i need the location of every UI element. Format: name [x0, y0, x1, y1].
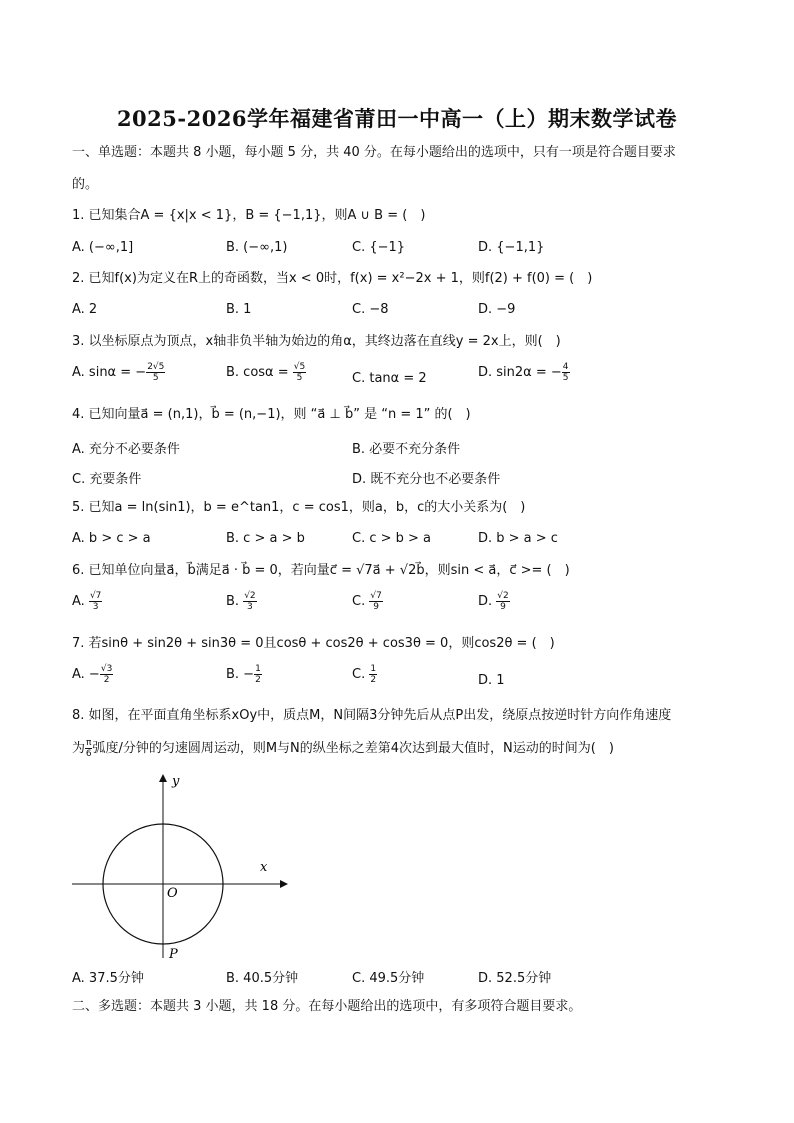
q4-option-a: A. 充分不必要条件	[72, 442, 180, 457]
question-8-stem: 8. 如图，在平面直角坐标系xOy中，质点M，N间隔3分钟先后从点P出发，绕原点按逆时针方向作角速度	[72, 708, 672, 723]
q8-option-b: B. 40.5分钟	[226, 971, 299, 986]
x-axis-label: x	[260, 860, 268, 875]
q8-option-c: C. 49.5分钟	[352, 971, 425, 986]
unit-circle-figure	[60, 768, 290, 963]
q8-option-d: D. 52.5分钟	[478, 971, 552, 986]
q6-option-b: B. $\frac{√2}{3}$	[226, 591, 256, 612]
q6-option-a: A. $\frac{√7}{3}$	[72, 591, 102, 612]
q2-option-c: C. −8	[352, 302, 389, 317]
question-6-stem: 6. 已知单位向量a⃗，b⃗满足a⃗ · b⃗ = 0，若向量c⃗ = √7a⃗ + √2b⃗，则sin < a⃗，c⃗ >= ( )	[72, 563, 570, 578]
q7-option-a: A. − $\frac{√3}{2}$	[72, 664, 113, 685]
q6-option-d: D. $\frac{√2}{9}$	[478, 591, 509, 612]
question-4-stem: 4. 已知向量a⃗ = (n,1)，b⃗ = (n,−1)，则 “a⃗ ⊥ b⃗” 是 “n = 1” 的( )	[72, 407, 471, 422]
q3-option-a: A. sinα = − $\frac{2√5}{5}$	[72, 362, 165, 383]
question-5-stem: 5. 已知a = ln(sin1)，b = e^tan1，c = cos1，则a，b，c的大小关系为( )	[72, 500, 526, 515]
q7-option-c: C. $\frac{1}{2}$	[352, 664, 377, 685]
q4-option-d: D. 既不充分也不必要条件	[352, 472, 501, 487]
q7-option-d: D. 1	[478, 673, 505, 688]
section2-heading: 二、多选题：本题共 3 小题，共 18 分。在每小题给出的选项中，有多项符合题目要求。	[72, 999, 582, 1014]
q7-option-b: B. − $\frac{1}{2}$	[226, 664, 261, 685]
question-3-stem: 3. 以坐标原点为顶点，x轴非负半轴为始边的角α，其终边落在直线y = 2x上，则( )	[72, 334, 561, 349]
q5-option-b: B. c > a > b	[226, 531, 305, 546]
q5-option-d: D. b > a > c	[478, 531, 558, 546]
y-axis-arrow	[159, 774, 167, 782]
question-2-stem: 2. 已知f(x)为定义在R上的奇函数，当x < 0时，f(x) = x²−2x + 1，则f(2) + f(0) = ( )	[72, 271, 593, 286]
section1-heading: 一、单选题：本题共 8 小题，每小题 5 分，共 40 分。在每小题给出的选项中，只有一项是符合题目要求	[72, 145, 676, 160]
q3-option-d: D. sin2α = − $\frac{4}{5}$	[478, 362, 569, 383]
q1-option-a: A. (−∞,1]	[72, 240, 134, 255]
q8-option-a: A. 37.5分钟	[72, 971, 144, 986]
point-p-label: P	[169, 947, 178, 962]
y-axis-label: y	[172, 774, 180, 789]
page-title: 2025-2026学年福建省莆田一中高一（上）期末数学试卷	[116, 106, 678, 131]
q5-option-c: C. c > b > a	[352, 531, 432, 546]
q2-option-d: D. −9	[478, 302, 516, 317]
q1-option-c: C. {−1}	[352, 240, 406, 255]
q1-option-b: B. (−∞,1)	[226, 240, 288, 255]
q6-option-c: C. $\frac{√7}{9}$	[352, 591, 382, 612]
question-8-stem-cont: 为 $\frac{\pi}{6}$ 弧度/分钟的匀速圆周运动，则M与N的纵坐标之差第4次达到最大值时，N运动的时间为( )	[72, 738, 614, 759]
q4-option-b: B. 必要不充分条件	[352, 442, 461, 457]
section1-heading-cont: 的。	[72, 177, 99, 192]
question-7-stem: 7. 若sinθ + sin2θ + sin3θ = 0且cosθ + cos2θ + cos3θ = 0，则cos2θ = ( )	[72, 636, 555, 651]
q3-option-b: B. cosα = $\frac{√5}{5}$	[226, 362, 306, 383]
q1-option-d: D. {−1,1}	[478, 240, 545, 255]
origin-label: O	[167, 886, 178, 901]
q2-option-b: B. 1	[226, 302, 252, 317]
x-axis-arrow	[280, 880, 288, 888]
q5-option-a: A. b > c > a	[72, 531, 151, 546]
q3-option-c: C. tanα = 2	[352, 371, 427, 386]
q2-option-a: A. 2	[72, 302, 98, 317]
question-1-stem: 1. 已知集合A = {x|x < 1}，B = {−1,1}，则A ∪ B = ( )	[72, 208, 426, 223]
q4-option-c: C. 充要条件	[72, 472, 142, 487]
